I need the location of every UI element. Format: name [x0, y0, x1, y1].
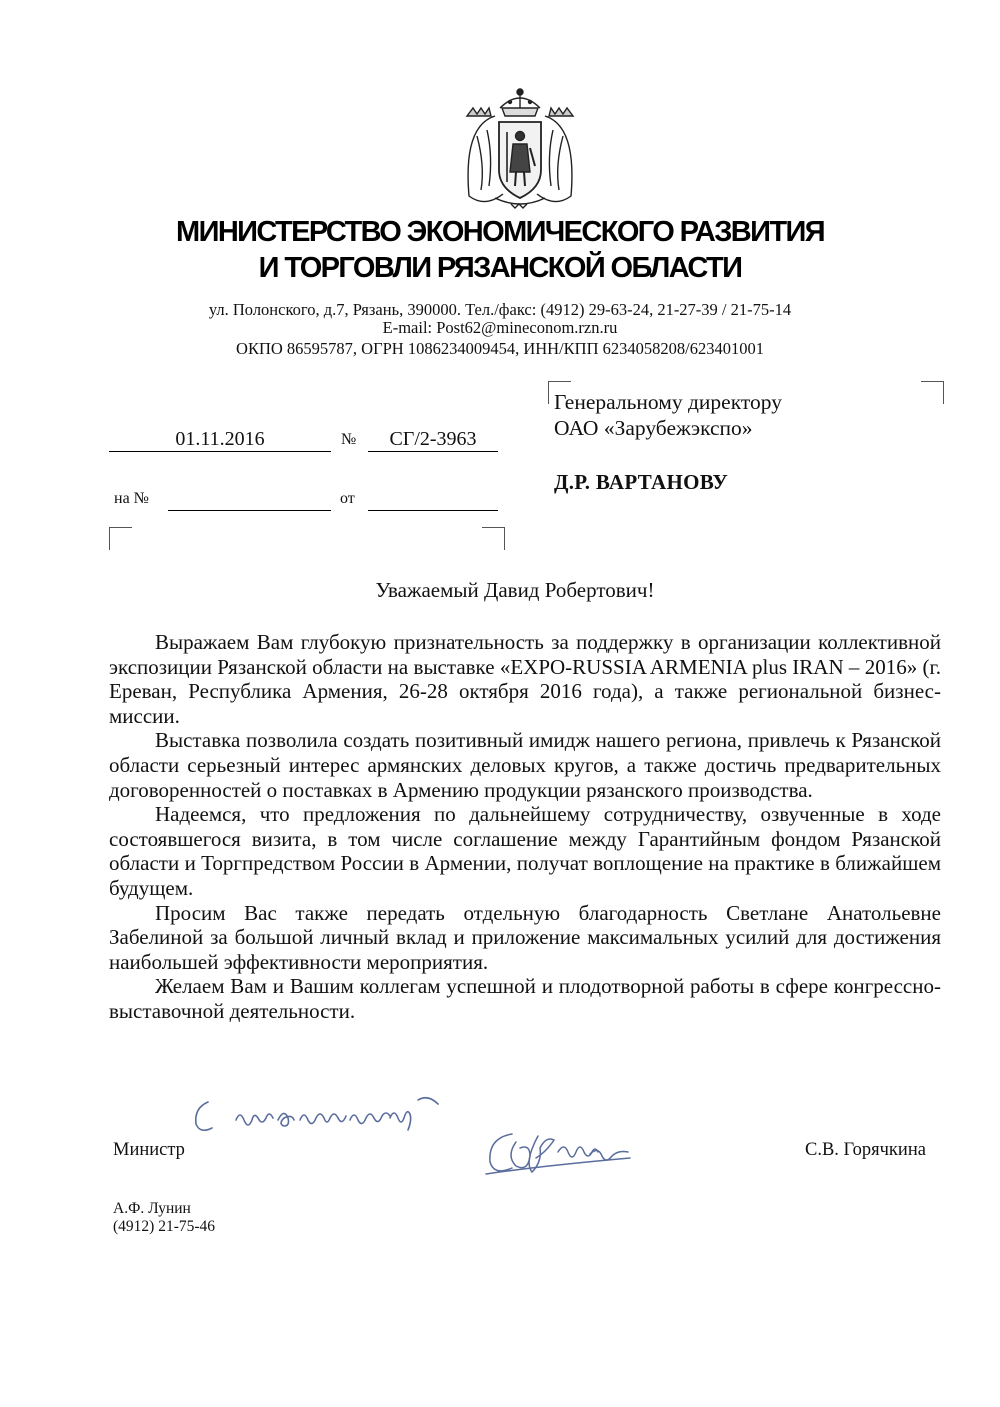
- handwritten-regards: [188, 1090, 458, 1142]
- from-label: от: [340, 490, 355, 507]
- body-paragraph-4: Просим Вас также передать отдельную благодарность Светлане Анатольевне Забелиной за большой личный вклад и приложение максимальных усилий для достижения наибольшей эффективности мероприятия.: [109, 900, 941, 974]
- executor-name: А.Ф. Лунин: [113, 1200, 191, 1217]
- signer-name: С.В. Горячкина: [805, 1140, 926, 1160]
- reply-to-number: [168, 486, 331, 511]
- letter-greeting: Уважаемый Давид Робертович!: [375, 578, 655, 602]
- signer-position: Министр: [113, 1140, 185, 1160]
- addressee-company: ОАО «Зарубежэкспо»: [554, 416, 753, 440]
- letter-body: [109, 630, 941, 1024]
- organization-title-line2: И ТОРГОВЛИ РЯЗАНСКОЙ ОБЛАСТИ: [258, 252, 742, 284]
- from-date: [368, 486, 498, 511]
- organization-title-line1: МИНИСТЕРСТВО ЭКОНОМИЧЕСКОГО РАЗВИТИЯ: [176, 216, 824, 248]
- coat-of-arms-emblem: [455, 86, 585, 214]
- executor-phone: (4912) 21-75-46: [113, 1218, 216, 1235]
- letter-number: СГ/2-3963: [368, 427, 498, 452]
- corner-mark-top-left: [109, 527, 132, 550]
- number-label: №: [341, 431, 357, 448]
- reply-to-label: на №: [114, 490, 149, 507]
- organization-address: ул. Полонского, д.7, Рязань, 390000. Тел./факс: (4912) 29-63-24, 21-27-39 / 21-75-14: [208, 300, 792, 319]
- addressee-corner-right: [921, 381, 944, 404]
- organization-codes: ОКПО 86595787, ОГРН 1086234009454, ИНН/КПП 6234058208/623401001: [236, 339, 764, 358]
- addressee-position: Генеральному директору: [554, 390, 782, 414]
- corner-mark-top-right: [482, 527, 505, 550]
- addressee-name: Д.Р. ВАРТАНОВУ: [554, 470, 729, 494]
- body-paragraph-1: Выражаем Вам глубокую признательность за поддержку в организации коллективной экспозиции Рязанской области на выставке «EXPO-RUSSIA ARMENIA plus IRAN – 2016» (г. Ереван, Республика Армения, 26-28 октября 2016 года), а также региональной бизнес-миссии.: [109, 630, 941, 728]
- signature-image: [480, 1122, 650, 1184]
- body-paragraph-5: Желаем Вам и Вашим коллегам успешной и плодотворной работы в сфере конгрессно-выставочной деятельности.: [109, 974, 941, 1023]
- letter-date: 01.11.2016: [109, 427, 331, 452]
- organization-email: E-mail: Post62@mineconom.rzn.ru: [382, 318, 618, 337]
- body-paragraph-2: Выставка позволила создать позитивный имидж нашего региона, привлечь к Рязанской области серьезный интерес армянских деловых кругов, а также достичь предварительных договоренностей о поставках в Армению продукции рязанского производства.: [109, 728, 941, 802]
- body-paragraph-3: Надеемся, что предложения по дальнейшему сотрудничеству, озвученные в ходе состоявшегося визита, в том числе соглашение между Гарантийным фондом Рязанской области и Торгпредством России в Армении, получат воплощение на практике в ближайшем будущем.: [109, 802, 941, 900]
